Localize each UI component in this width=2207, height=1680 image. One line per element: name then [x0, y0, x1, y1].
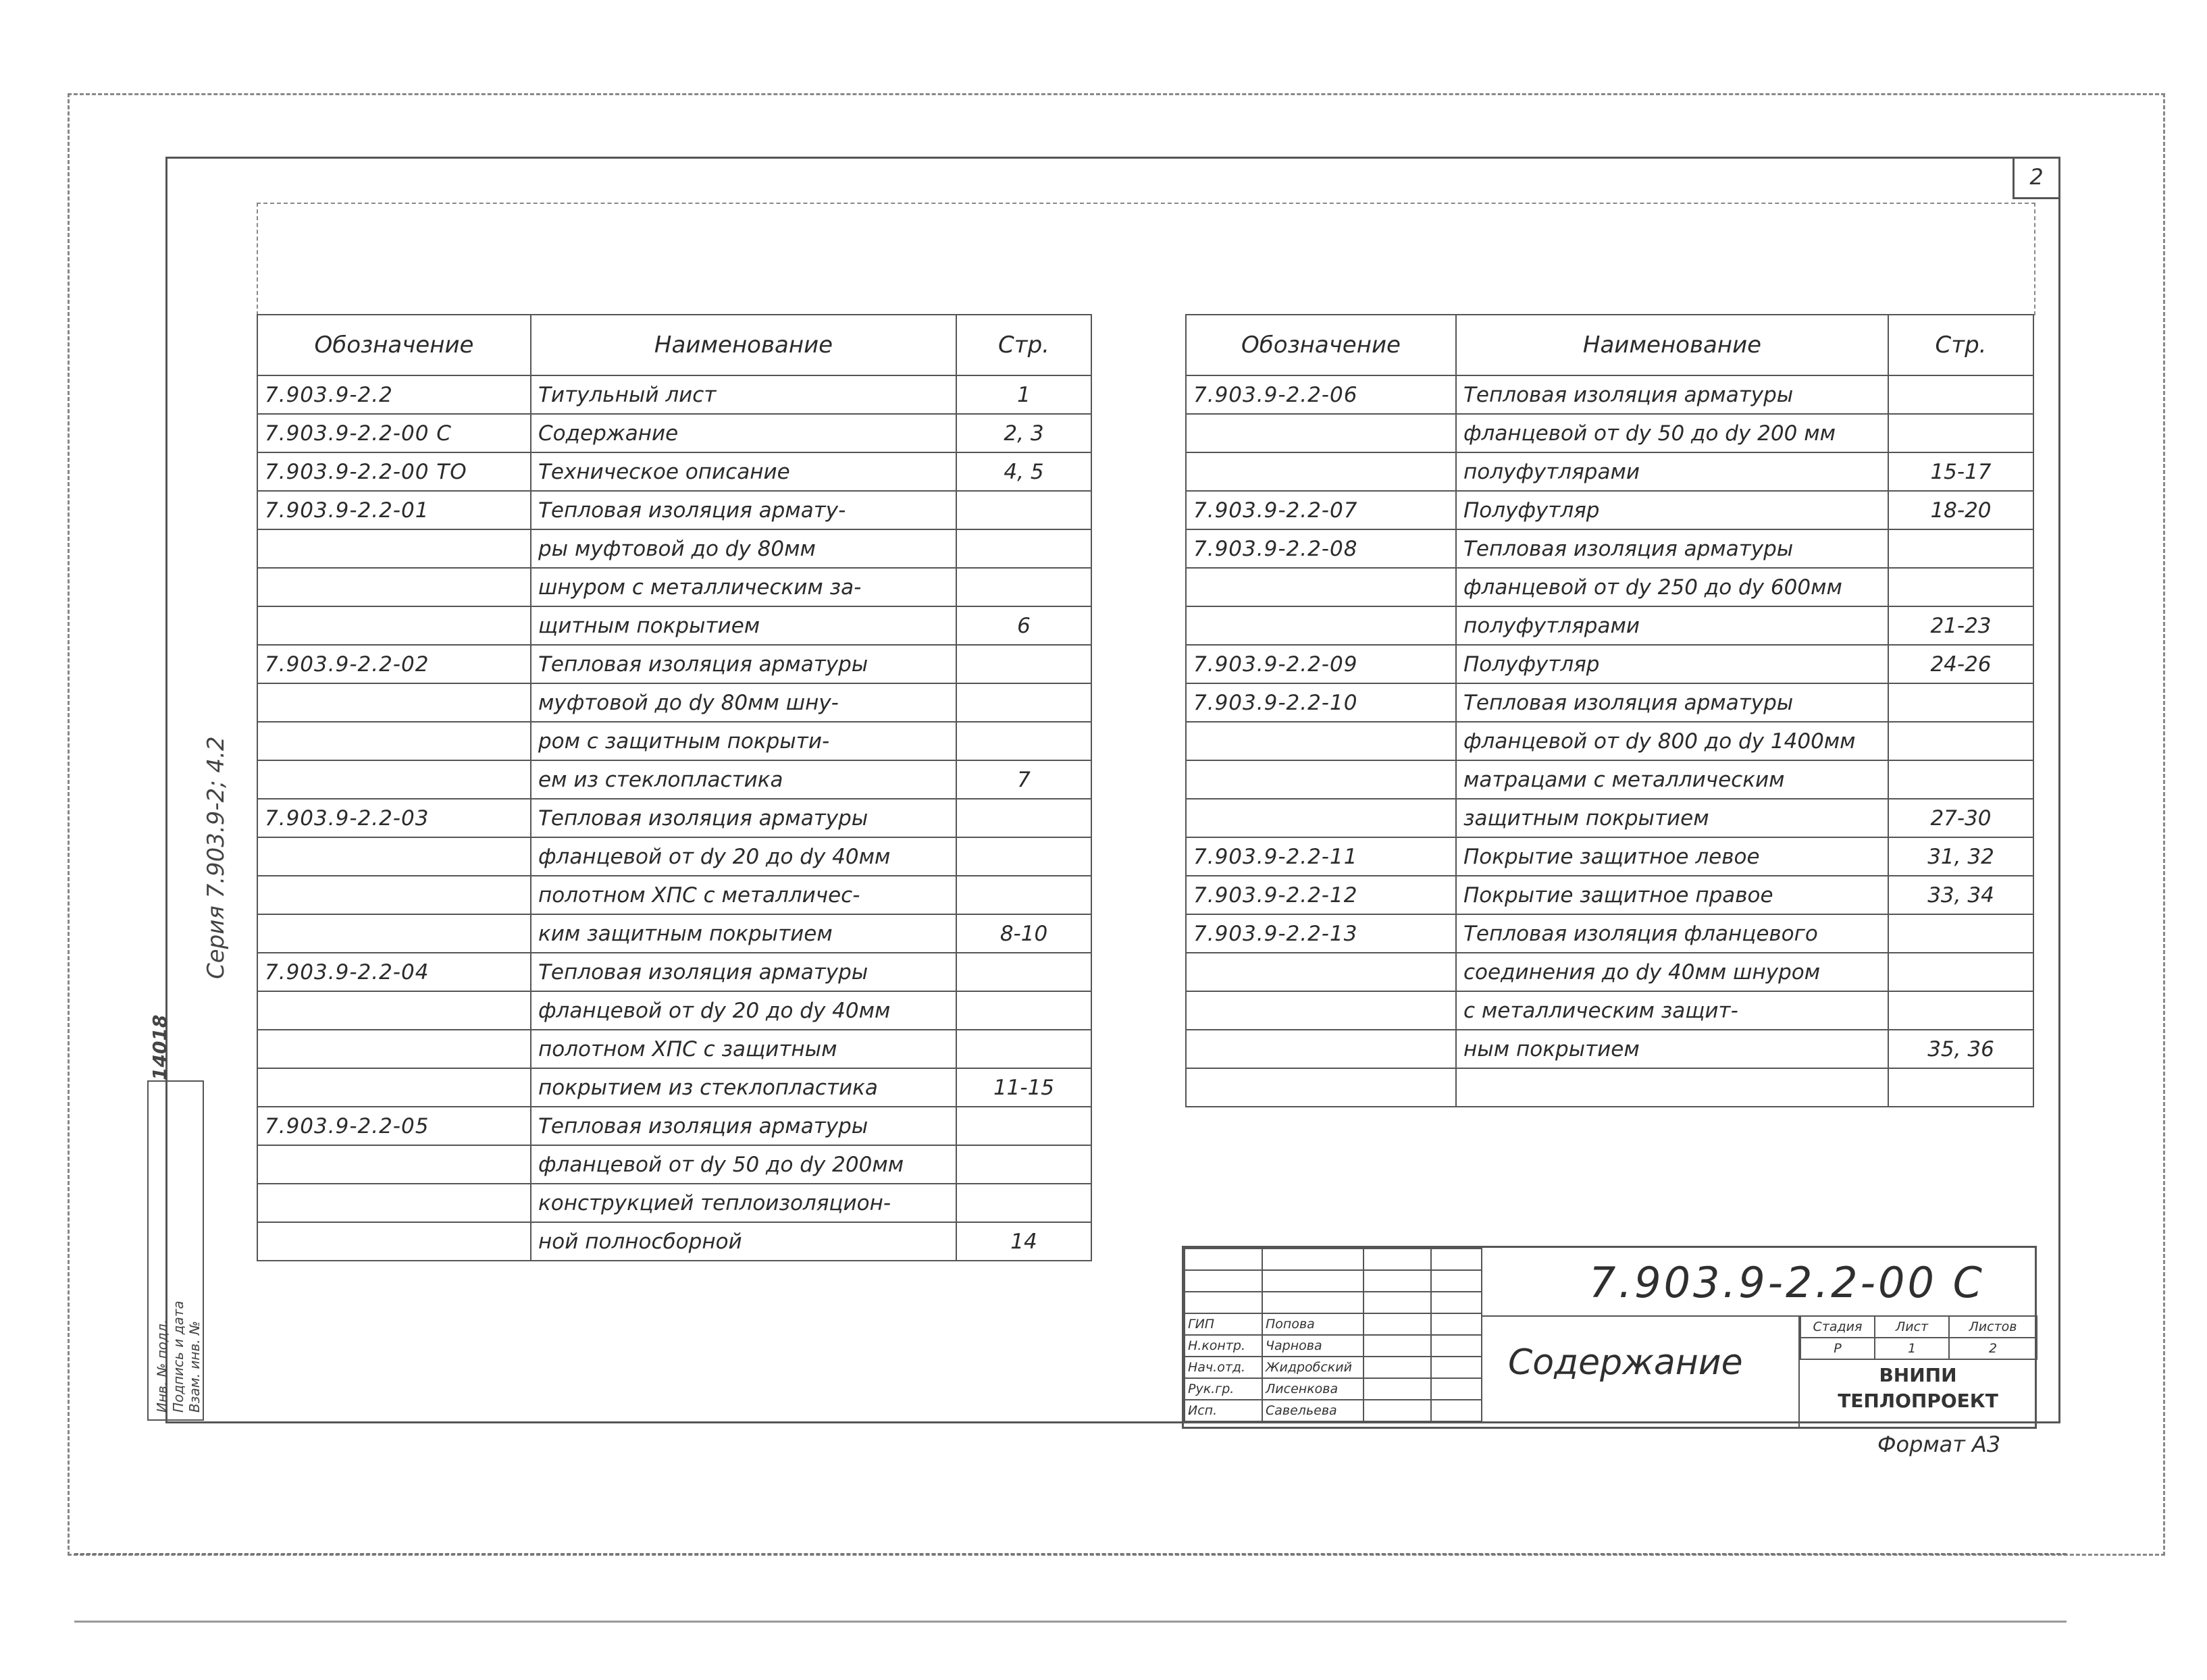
code-cell: [257, 837, 531, 876]
code-cell: [257, 914, 531, 953]
page-cell: [956, 1184, 1091, 1222]
table-header-row: [1186, 315, 2033, 375]
name-cell: Тепловая изоляция арматуры: [531, 953, 956, 991]
header-page: Стр.: [956, 315, 1091, 375]
name-cell: Тепловая изоляция арматуры: [531, 1107, 956, 1145]
page-cell: 4, 5: [956, 452, 1091, 491]
name-cell: ким защитным покрытием: [531, 914, 956, 953]
page-cell: 21-23: [1888, 606, 2033, 645]
code-cell: [1186, 991, 1456, 1030]
name-cell: с металлическим защит-: [1456, 991, 1888, 1030]
side-col-2: Подпись и дата: [170, 1301, 186, 1413]
name-cell: конструкцией теплоизоляцион-: [531, 1184, 956, 1222]
code-cell: [257, 1184, 531, 1222]
page-cell: 7: [956, 760, 1091, 799]
code-cell: [257, 529, 531, 568]
code-cell: [257, 568, 531, 606]
page-cell: [1888, 683, 2033, 722]
page-cell: 15-17: [1888, 452, 2033, 491]
name-cell: щитным покрытием: [531, 606, 956, 645]
page-cell: [1888, 529, 2033, 568]
code-cell: [1186, 414, 1456, 452]
page-cell: [956, 953, 1091, 991]
signature-row: Рук.гр. Лисенкова: [1185, 1378, 1482, 1400]
name-cell: фланцевой от dy 20 до dy 40мм: [531, 991, 956, 1030]
format-label: Формат А3: [1877, 1432, 2001, 1457]
page-cell: 24-26: [1888, 645, 2033, 683]
name-cell: Титульный лист: [531, 375, 956, 414]
table-row: [257, 1222, 1091, 1261]
table-row: [257, 1145, 1091, 1184]
page-cell: [956, 683, 1091, 722]
bottom-cut-line: [74, 1553, 2067, 1555]
name-cell: Полуфутляр: [1456, 491, 1888, 529]
page-cell: [1888, 722, 2033, 760]
table-row: [257, 568, 1091, 606]
document-designation: 7.903.9-2.2-00 С: [1589, 1258, 1985, 1307]
name-cell: шнуром с металлическим за-: [531, 568, 956, 606]
code-cell: 7.903.9-2.2-05: [257, 1107, 531, 1145]
table-row: [257, 452, 1091, 491]
code-cell: [1186, 1068, 1456, 1107]
page-cell: 35, 36: [1888, 1030, 2033, 1068]
code-cell: [1186, 568, 1456, 606]
stage-label: Стадия: [1800, 1316, 1875, 1338]
name-cell: полуфутлярами: [1456, 606, 1888, 645]
table-row: [1186, 837, 2033, 876]
page-cell: [956, 876, 1091, 914]
page-cell: 8-10: [956, 914, 1091, 953]
code-cell: [257, 1030, 531, 1068]
page-cell: 6: [956, 606, 1091, 645]
name-cell: Тепловая изоляция арматуры: [1456, 529, 1888, 568]
name-cell: ры муфтовой до dy 80мм: [531, 529, 956, 568]
table-row: [1186, 953, 2033, 991]
table-row: [1186, 683, 2033, 722]
table-row: [1186, 1068, 2033, 1107]
table-row: [257, 1184, 1091, 1222]
name-cell: Техническое описание: [531, 452, 956, 491]
code-cell: 7.903.9-2.2-13: [1186, 914, 1456, 953]
stage-box: [1798, 1315, 2036, 1427]
table-row: [257, 876, 1091, 914]
name-cell: полотном ХПС с защитным: [531, 1030, 956, 1068]
table-row: [257, 375, 1091, 414]
table-row: [1186, 760, 2033, 799]
header-strip-line: [257, 203, 2035, 315]
name-cell: Тепловая изоляция армату-: [531, 491, 956, 529]
page-cell: 33, 34: [1888, 876, 2033, 914]
table-row: [1186, 414, 2033, 452]
name-cell: фланцевой от dy 250 до dy 600мм: [1456, 568, 1888, 606]
name-cell: полотном ХПС с металличес-: [531, 876, 956, 914]
signature-row: Нач.отд. Жидробский: [1185, 1357, 1482, 1378]
contents-table-right: [1185, 314, 2034, 1107]
name-cell: ным покрытием: [1456, 1030, 1888, 1068]
sheets-label: Листов: [1949, 1316, 2037, 1338]
code-cell: [257, 606, 531, 645]
signature-table: [1184, 1248, 1482, 1422]
code-cell: 7.903.9-2.2-11: [1186, 837, 1456, 876]
name-cell: [1456, 1068, 1888, 1107]
page-cell: [956, 1030, 1091, 1068]
page-cell: [956, 1107, 1091, 1145]
side-columns: [147, 1080, 204, 1421]
table-row: [257, 1107, 1091, 1145]
table-row: [257, 953, 1091, 991]
side-col-1: Инв. № подл.: [154, 1319, 170, 1413]
stage-table: [1800, 1315, 2037, 1360]
page-cell: [956, 722, 1091, 760]
bottom-cut-line-2: [74, 1621, 2067, 1623]
table-row: [1186, 375, 2033, 414]
page-cell: 31, 32: [1888, 837, 2033, 876]
page-cell: [956, 529, 1091, 568]
name-cell: фланцевой от dy 20 до dy 40мм: [531, 837, 956, 876]
code-cell: 7.903.9-2.2-00 С: [257, 414, 531, 452]
code-cell: [257, 722, 531, 760]
code-cell: [257, 1068, 531, 1107]
header-code: Обозначение: [257, 315, 531, 375]
page-cell: [956, 1145, 1091, 1184]
name-cell: фланцевой от dy 800 до dy 1400мм: [1456, 722, 1888, 760]
table-row: [257, 914, 1091, 953]
table-row: [1186, 799, 2033, 837]
name-cell: фланцевой от dy 50 до dy 200 мм: [1456, 414, 1888, 452]
code-cell: [1186, 606, 1456, 645]
name-cell: Тепловая изоляция арматуры: [1456, 375, 1888, 414]
sheet-number-box: [2013, 157, 2058, 199]
page-cell: [956, 799, 1091, 837]
table-row: [1186, 529, 2033, 568]
signature-row: Исп. Савельева: [1185, 1400, 1482, 1421]
code-cell: 7.903.9-2.2-03: [257, 799, 531, 837]
organization-name: ВНИПИ ТЕПЛОПРОЕКТ: [1838, 1364, 1998, 1412]
code-cell: 7.903.9-2.2-09: [1186, 645, 1456, 683]
code-cell: [1186, 1030, 1456, 1068]
name-cell: Покрытие защитное правое: [1456, 876, 1888, 914]
page-cell: 2, 3: [956, 414, 1091, 452]
table-row: [1186, 991, 2033, 1030]
page-cell: 1: [956, 375, 1091, 414]
table-row: [257, 1068, 1091, 1107]
sheets-value: 2: [1949, 1338, 2037, 1359]
code-cell: [1186, 760, 1456, 799]
table-row: [257, 722, 1091, 760]
code-cell: [257, 876, 531, 914]
table-row: [257, 606, 1091, 645]
name-cell: Полуфутляр: [1456, 645, 1888, 683]
signature-row: Н.контр. Чарнова: [1185, 1335, 1482, 1357]
code-cell: [257, 760, 531, 799]
side-inv-label: 14018: [149, 1014, 171, 1080]
contents-table-left: [257, 314, 1092, 1261]
code-cell: [257, 683, 531, 722]
page-cell: [1888, 568, 2033, 606]
table-row: [1186, 645, 2033, 683]
name-cell: муфтовой до dy 80мм шну-: [531, 683, 956, 722]
name-cell: ром с защитным покрыти-: [531, 722, 956, 760]
name-cell: Содержание: [531, 414, 956, 452]
page-cell: [1888, 991, 2033, 1030]
name-cell: Тепловая изоляция арматуры: [531, 799, 956, 837]
title-block: [1182, 1246, 2037, 1429]
table-row: [257, 760, 1091, 799]
signature-row: ГИП Попова: [1185, 1313, 1482, 1335]
sheet-number: 2: [2029, 164, 2044, 190]
code-cell: 7.903.9-2.2-01: [257, 491, 531, 529]
code-cell: [1186, 722, 1456, 760]
header-page: Стр.: [1888, 315, 2033, 375]
table-row: [1186, 1030, 2033, 1068]
table-row: [257, 414, 1091, 452]
name-cell: покрытием из стеклопластика: [531, 1068, 956, 1107]
page-cell: [1888, 953, 2033, 991]
table-row: [257, 799, 1091, 837]
side-col-3: Взам. инв. №: [186, 1321, 203, 1413]
code-cell: 7.903.9-2.2-12: [1186, 876, 1456, 914]
page-cell: [956, 645, 1091, 683]
code-cell: [1186, 452, 1456, 491]
table-row: [257, 645, 1091, 683]
code-cell: [1186, 799, 1456, 837]
name-cell: фланцевой от dy 50 до dy 200мм: [531, 1145, 956, 1184]
code-cell: 7.903.9-2.2-06: [1186, 375, 1456, 414]
table-row: [257, 837, 1091, 876]
code-cell: [257, 1145, 531, 1184]
table-header-row: [257, 315, 1091, 375]
page-cell: [956, 491, 1091, 529]
table-row: [1186, 914, 2033, 953]
name-cell: Покрытие защитное левое: [1456, 837, 1888, 876]
name-cell: Тепловая изоляция фланцевого: [1456, 914, 1888, 953]
page-cell: 14: [956, 1222, 1091, 1261]
page-cell: 18-20: [1888, 491, 2033, 529]
code-cell: 7.903.9-2.2-08: [1186, 529, 1456, 568]
page-cell: [1888, 414, 2033, 452]
page-cell: [956, 568, 1091, 606]
header-name: Наименование: [1456, 315, 1888, 375]
table-row: [257, 529, 1091, 568]
page-cell: 11-15: [956, 1068, 1091, 1107]
stage-value: Р: [1800, 1338, 1875, 1359]
table-row: [1186, 876, 2033, 914]
name-cell: матрацами с металлическим: [1456, 760, 1888, 799]
sheet-value: 1: [1875, 1338, 1949, 1359]
page-cell: [956, 837, 1091, 876]
header-code: Обозначение: [1186, 315, 1456, 375]
code-cell: 7.903.9-2.2: [257, 375, 531, 414]
page-cell: [1888, 1068, 2033, 1107]
name-cell: ем из стеклопластика: [531, 760, 956, 799]
code-cell: 7.903.9-2.2-02: [257, 645, 531, 683]
document-title: Содержание: [1508, 1342, 1743, 1383]
name-cell: Тепловая изоляция арматуры: [531, 645, 956, 683]
page-cell: [1888, 760, 2033, 799]
table-row: [257, 1030, 1091, 1068]
code-cell: [1186, 953, 1456, 991]
page-cell: [1888, 914, 2033, 953]
sheet-label: Лист: [1875, 1316, 1949, 1338]
page-cell: [1888, 375, 2033, 414]
table-row: [257, 991, 1091, 1030]
table-row: [257, 491, 1091, 529]
code-cell: 7.903.9-2.2-00 ТО: [257, 452, 531, 491]
page-cell: [956, 991, 1091, 1030]
name-cell: полуфутлярами: [1456, 452, 1888, 491]
name-cell: защитным покрытием: [1456, 799, 1888, 837]
table-row: [257, 683, 1091, 722]
table-row: [1186, 491, 2033, 529]
code-cell: [257, 1222, 531, 1261]
table-row: [1186, 452, 2033, 491]
table-row: [1186, 606, 2033, 645]
code-cell: 7.903.9-2.2-07: [1186, 491, 1456, 529]
name-cell: Тепловая изоляция арматуры: [1456, 683, 1888, 722]
code-cell: [257, 991, 531, 1030]
table-row: [1186, 722, 2033, 760]
side-series-label: Серия 7.903.9-2; 4.2: [203, 736, 230, 979]
name-cell: ной полносборной: [531, 1222, 956, 1261]
name-cell: соединения до dy 40мм шнуром: [1456, 953, 1888, 991]
page-cell: 27-30: [1888, 799, 2033, 837]
table-row: [1186, 568, 2033, 606]
code-cell: 7.903.9-2.2-04: [257, 953, 531, 991]
code-cell: 7.903.9-2.2-10: [1186, 683, 1456, 722]
header-name: Наименование: [531, 315, 956, 375]
